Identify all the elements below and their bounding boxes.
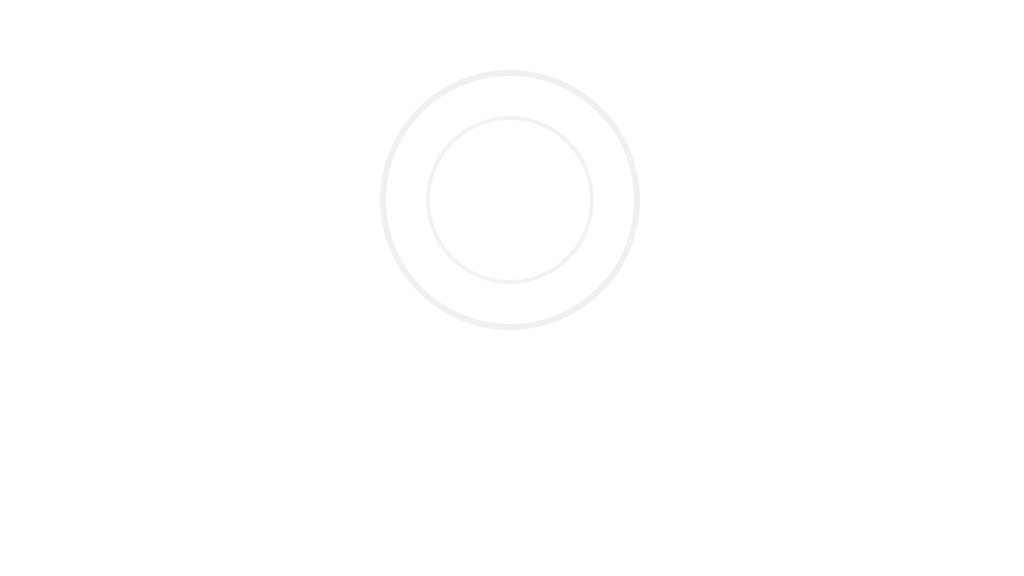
notice-title [18,10,1006,30]
seal-watermark [380,70,640,330]
signature-line [0,510,1024,530]
